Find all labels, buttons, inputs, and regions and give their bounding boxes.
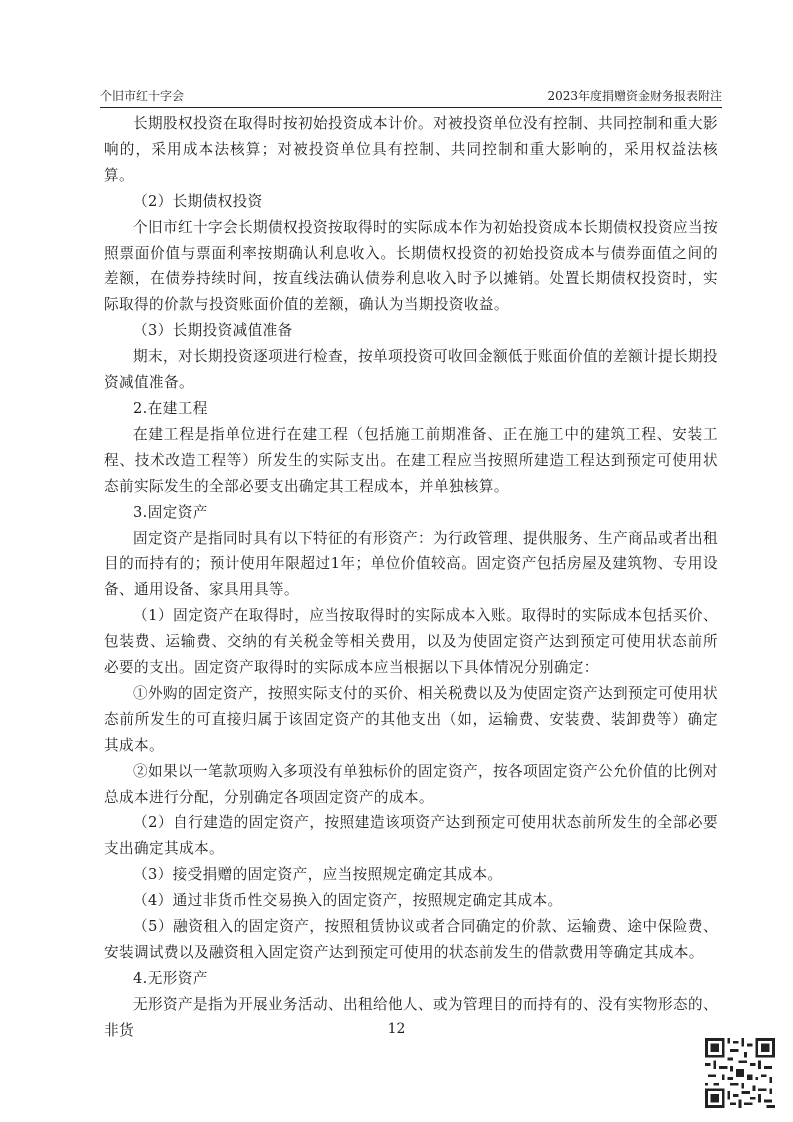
- paragraph: 长期股权投资在取得时按初始投资成本计价。对被投资单位没有控制、共同控制和重大影响的，采用成本法核算；对被投资单位具有控制、共同控制和重大影响的，采用权益法核算。: [104, 115, 718, 184]
- header-title: 2023年度捐赠资金财务报表附注: [547, 89, 722, 103]
- paragraph: 个旧市红十字会长期债权投资按取得时的实际成本作为初始投资成本长期债权投资应当按照票面价值与票面利率按期确认利息收入。长期债权投资的初始投资成本与债券面值之间的差额，在债券持续时间，按直线法确认债券利息收入时予以摊销。处置长期债权投资时，实际取得的价款与投资账面价值的差额，确认为当期投资收益。: [104, 218, 718, 314]
- section-heading: （2）长期债权投资: [133, 192, 263, 210]
- qr-code-icon: [705, 1038, 775, 1108]
- paragraph: 固定资产是指同时具有以下特征的有形资产：为行政管理、提供服务、生产商品或者出租目的而持有的；预计使用年限超过1年；单位价值较高。固定资产包括房屋及建筑物、专用设备、通用设备、家具用具等。: [104, 529, 718, 599]
- paragraph: 无形资产是指为开展业务活动、出租给他人、或为管理目的而持有的、没有实物形态的、非货: [104, 995, 718, 1039]
- paragraph: （2）自行建造的固定资产，按照建造该项资产达到预定可使用状态前所发生的全部必要支出确定其成本。: [104, 814, 718, 858]
- section-heading: （3）长期投资减值准备: [133, 322, 293, 340]
- paragraph: ②如果以一笔款项购入多项没有单独标价的固定资产，按各项固定资产公允价值的比例对总成本进行分配，分别确定各项固定资产的成本。: [104, 762, 718, 806]
- paragraph: 期末，对长期投资逐项进行检查，按单项投资可收回金额低于账面价值的差额计提长期投资减值准备。: [104, 348, 718, 392]
- header-org: 个旧市红十字会: [100, 89, 185, 103]
- section-heading: 2.在建工程: [133, 399, 208, 417]
- paragraph: ①外购的固定资产，按照实际支付的买价、相关税费以及为使固定资产达到预定可使用状态前所发生的可直接归属于该固定资产的其他支出（如，运输费、安装费、装卸费等）确定其成本。: [104, 684, 718, 754]
- document-body: [104, 111, 718, 1044]
- paragraph: （1）固定资产在取得时，应当按取得时的实际成本入账。取得时的实际成本包括买价、包装费、运输费、交纳的有关税金等相关费用，以及为使固定资产达到预定可使用状态前所必要的支出。固定资产取得时的实际成本应当根据以下具体情况分别确定：: [104, 607, 718, 677]
- page-header: [100, 86, 722, 106]
- paragraph: （3）接受捐赠的固定资产，应当按照规定确定其成本。: [133, 866, 503, 884]
- paragraph: （5）融资租入的固定资产，按照租赁协议或者合同确定的价款、运输费、途中保险费、安装调试费以及融资租入固定资产达到预定可使用的状态前发生的借款费用等确定其成本。: [104, 918, 718, 961]
- header-divider: [100, 107, 722, 108]
- section-heading: 3.固定资产: [133, 503, 208, 521]
- paragraph: 在建工程是指单位进行在建工程（包括施工前期准备、正在施工中的建筑工程、安装工程、技术改造工程等）所发生的实际支出。在建工程应当按照所建造工程达到预定可使用状态前实际发生的全部必要支出确定其工程成本，并单独核算。: [104, 425, 718, 495]
- section-heading: 4.无形资产: [133, 969, 208, 987]
- paragraph: （4）通过非货币性交易换入的固定资产，按照规定确定其成本。: [133, 892, 563, 910]
- page-number: 12: [387, 1021, 406, 1037]
